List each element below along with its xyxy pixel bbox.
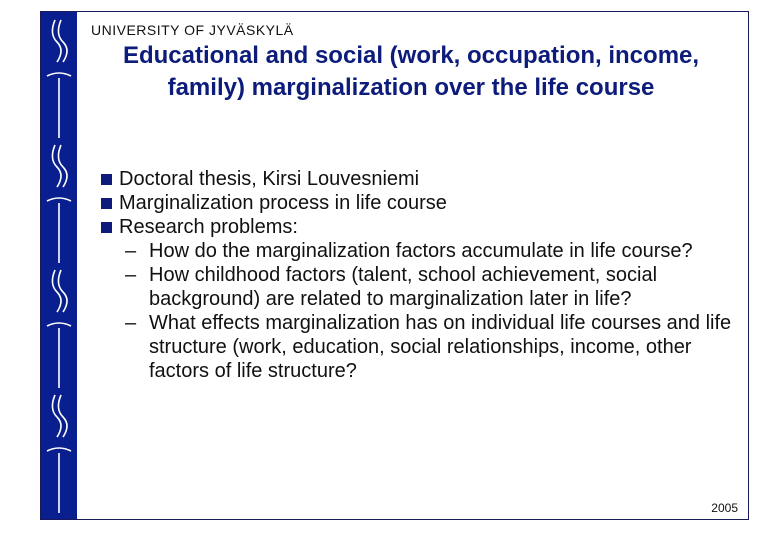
sub-item xyxy=(101,239,741,263)
bullet-text: Marginalization process in life course xyxy=(119,192,447,214)
university-emblem-icon xyxy=(41,12,77,521)
left-stripe xyxy=(41,12,77,519)
slide-title: Educational and social (work, occupation, income, family) marginalization over the life course xyxy=(122,42,700,101)
bullet-item xyxy=(101,191,741,215)
slide-frame xyxy=(40,11,749,520)
square-bullet-icon xyxy=(101,198,112,209)
slide-body xyxy=(101,167,741,383)
dash-icon: – xyxy=(125,312,137,334)
sub-item xyxy=(101,311,741,383)
sub-text: How childhood factors (talent, school achievement, social background) are related to marginalization later in life? xyxy=(149,264,658,310)
dash-icon: – xyxy=(125,240,137,262)
bullet-item xyxy=(101,215,741,239)
bullet-text: Doctoral thesis, Kirsi Louvesniemi xyxy=(119,168,420,190)
dash-icon: – xyxy=(125,264,137,286)
bullet-text: Research problems: xyxy=(119,216,298,238)
square-bullet-icon xyxy=(101,174,112,185)
university-header: UNIVERSITY OF JYVÄSKYLÄ xyxy=(91,22,294,38)
bullet-item xyxy=(101,167,741,191)
sub-text: What effects marginalization has on individual life courses and life structure (work, education, social relationships, income, other factors of life structure? xyxy=(149,312,732,382)
square-bullet-icon xyxy=(101,222,112,233)
sub-item xyxy=(101,263,741,311)
footer-year: 2005 xyxy=(711,501,738,515)
sub-text: How do the marginalization factors accumulate in life course? xyxy=(149,240,693,262)
